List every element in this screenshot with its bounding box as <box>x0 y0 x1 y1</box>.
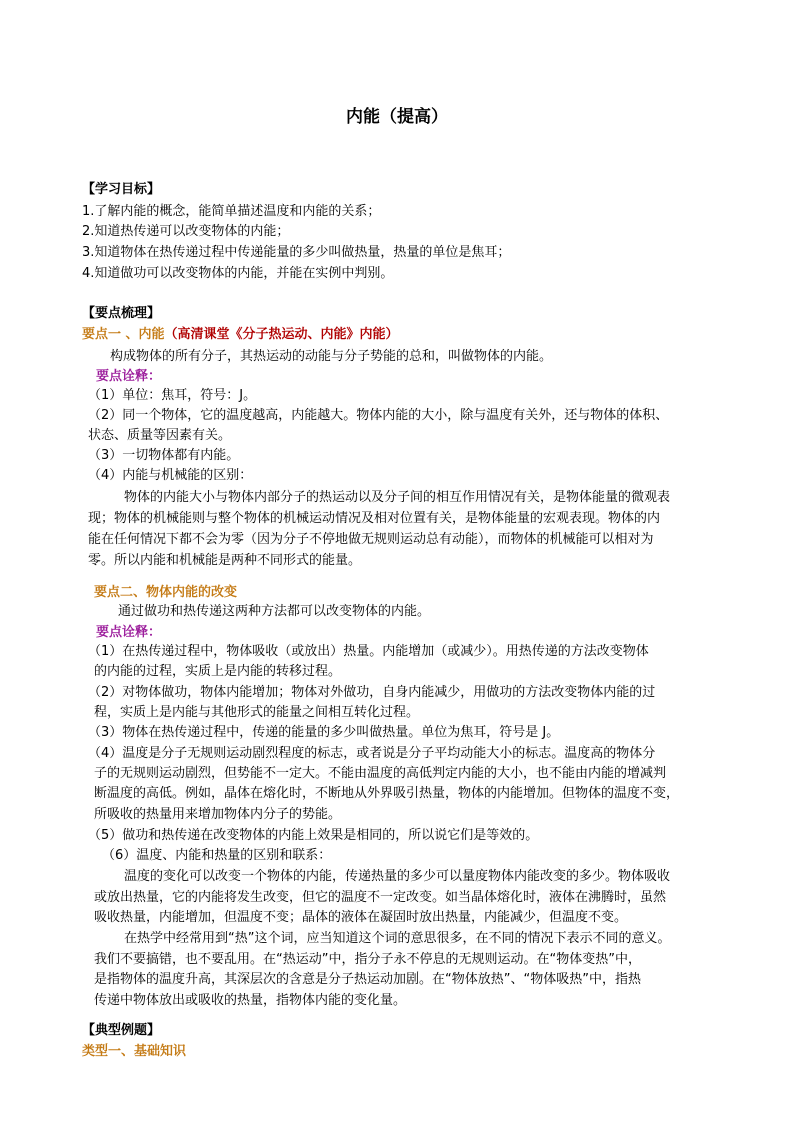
point2-line: （6）温度、内能和热量的区别和联系： <box>102 848 332 863</box>
goal-item: 4.知道做功可以改变物体的内能，并能在实例中判别。 <box>82 266 394 281</box>
point2-line: （5）做功和热传递在改变物体的内能上效果是相同的，所以说它们是等效的。 <box>88 828 539 843</box>
point2-line: 子的无规则运动剧烈，但势能不一定大。不能由温度的高低判定内能的大小，也不能由内能的增减判 <box>94 766 667 781</box>
point1-line: （1）单位：焦耳，符号：J。 <box>88 388 257 403</box>
point1-label: 要点一 、内能 <box>82 327 165 342</box>
goals-heading: 【学习目标】 <box>82 182 161 197</box>
goal-item: 1.了解内能的概念，能简单描述温度和内能的关系； <box>82 204 381 219</box>
point1-paragraph-line: 现；物体的机械能则与整个物体的机械运动情况及相对位置有关，是物体能量的宏观表现。物体的内 <box>88 511 661 526</box>
goal-item: 2.知道热传递可以改变物体的内能； <box>82 224 290 239</box>
point1-paragraph-line: 物体的内能大小与物体内部分子的热运动以及分子间的相互作用情况有关，是物体能量的微观表 <box>124 490 671 505</box>
point2-line: 所吸收的热量用来增加物体内分子的势能。 <box>94 807 342 822</box>
point2-explain-label: 要点诠释： <box>96 625 162 640</box>
page-title: 内能（提高） <box>346 107 448 127</box>
point2-paragraph-line: 在热学中经常用到“热”这个词，应当知道这个词的意思很多，在不同的情况下表示不同的意义。 <box>124 931 671 946</box>
point2-line: （3）物体在热传递过程中，传递的能量的多少叫做热量。单位为焦耳，符号是 J。 <box>88 725 560 740</box>
point2-line: 程，实质上是内能与其他形式的能量之间相互转化过程。 <box>94 705 420 720</box>
example-type1-heading: 类型一、基础知识 <box>82 1044 187 1059</box>
point2-paragraph-line: 传递中物体放出或吸收的热量，指物体内能的变化量。 <box>94 993 407 1008</box>
point1-ref-link[interactable]: （高清课堂《分子热运动、内能》内能） <box>164 327 399 342</box>
point2-label: 要点二、物体内能的改变 <box>94 585 238 600</box>
point2-paragraph-line: 吸收热量，内能增加，但温度不变；晶体的液体在凝固时放出热量，内能减少，但温度不变。 <box>94 910 628 925</box>
point1-heading <box>82 325 722 345</box>
point2-paragraph-line: 温度的变化可以改变一个物体的内能，传递热量的多少可以量度物体内能改变的多少。物体吸收 <box>124 869 671 884</box>
examples-heading: 【典型例题】 <box>82 1023 161 1038</box>
point2-line: （1）在热传递过程中，物体吸收（或放出）热量。内能增加（或减少）。用热传递的方法改变物体 <box>88 644 649 659</box>
point1-line: （4）内能与机械能的区别： <box>88 468 253 483</box>
point2-line: （4）温度是分子无规则运动剧烈程度的标志，或者说是分子平均动能大小的标志。温度高的物体分 <box>88 746 656 761</box>
point2-line: 断温度的高低。例如，晶体在熔化时，不断地从外界吸引热量，物体的内能增加。但物体的温度不变， <box>94 786 680 801</box>
point1-line: （3）一切物体都有内能。 <box>88 448 240 463</box>
point2-definition: 通过做功和热传递这两种方法都可以改变物体的内能。 <box>118 604 431 619</box>
point1-paragraph-line: 能在任何情况下都不会为零（因为分子不停地做无规则运动总有动能），而物体的机械能可以相对为 <box>88 532 654 547</box>
point2-paragraph-line: 或放出热量，它的内能将发生改变，但它的温度不一定改变。如当晶体熔化时，液体在沸腾时，虽然 <box>94 890 667 905</box>
goal-item: 3.知道物体在热传递过程中传递能量的多少叫做热量，热量的单位是焦耳； <box>82 245 511 260</box>
point2-line: 的内能的过程，实质上是内能的转移过程。 <box>94 664 342 679</box>
point2-paragraph-line: 是指物体的温度升高，其深层次的含意是分子热运动加剧。在“物体放热”、“物体吸热”中，指热 <box>94 972 641 987</box>
point1-explain-label: 要点诠释： <box>96 369 162 384</box>
points-heading: 【要点梳理】 <box>82 306 161 321</box>
point1-line: （2）同一个物体，它的温度越高，内能越大。物体内能的大小，除与温度有关外，还与物体的体积、 <box>88 408 669 423</box>
point1-paragraph-line: 零。所以内能和机械能是两种不同形式的能量。 <box>88 553 362 568</box>
point1-line: 状态、质量等因素有关。 <box>88 428 232 443</box>
point2-line: （2）对物体做功，物体内能增加；物体对外做功，自身内能减少，用做功的方法改变物体内能的过 <box>88 685 656 700</box>
point2-paragraph-line: 我们不要搞错，也不要乱用。在“热运动”中，指分子永不停息的无规则运动。在“物体变热”中， <box>94 952 641 967</box>
point1-definition: 构成物体的所有分子，其热运动的动能与分子势能的总和，叫做物体的内能。 <box>110 349 553 364</box>
